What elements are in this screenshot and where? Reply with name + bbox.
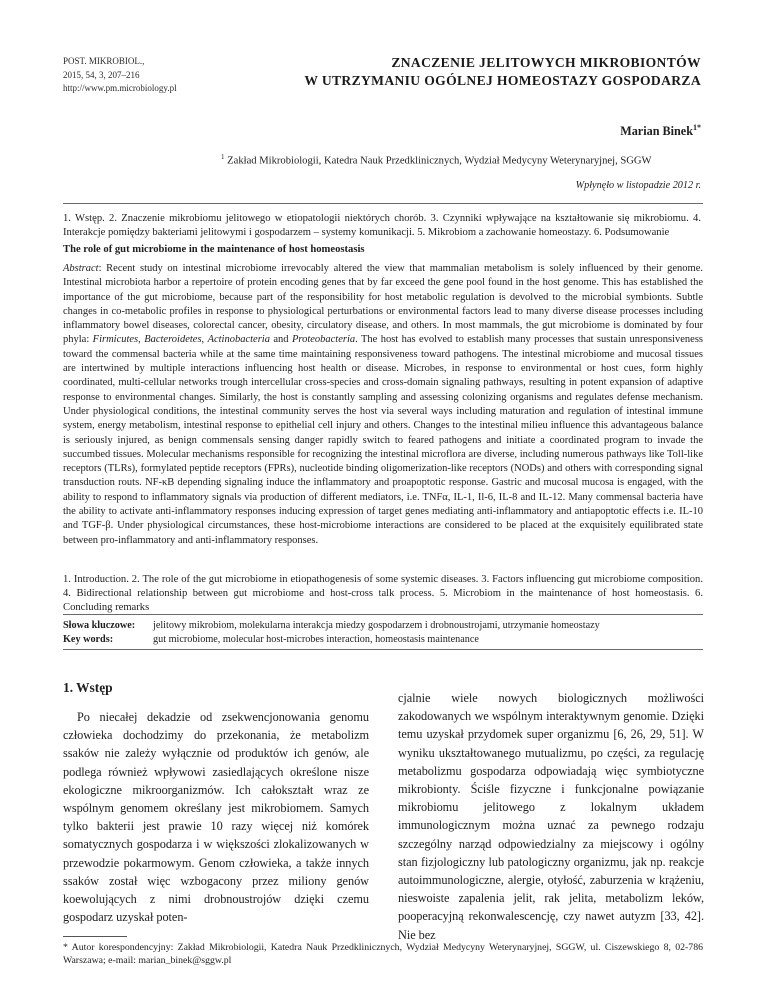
- journal-volume: 2015, 54, 3, 207–216: [63, 69, 140, 80]
- abstract: [63, 262, 703, 548]
- abstract-separator: ,: [138, 334, 145, 346]
- affiliation: [221, 153, 652, 167]
- divider-top: [63, 203, 703, 204]
- keywords-en-label: Key words:: [63, 634, 114, 645]
- abstract-separator: and: [269, 334, 292, 346]
- abstract-part-1: : Recent study on intestinal microbiome irrevocably altered the view that mammalian metabolism is solely influenced by their genome. Intestinal microbiota harbor a repertoire of protein encoding genes that by far exceed the gene pool found in the host genome. This has established the importance of the gut microbiome, because part of the responsibility for host metabolic regulation is devolved to the microbial symbionts. Subtle changes in co-metabolic profiles in response to physiological perturbations or environmental factors lead to many diverse disease processes including inflammatory bowel diseases, colorectal cancer, obesity, circulatory disease, and others. In most mammals, the gut microbiome is dominated by four phyla:: [63, 263, 703, 346]
- author-superscript: 1*: [693, 123, 701, 132]
- keywords-pl-label: Słowa kluczowe:: [63, 620, 136, 631]
- journal-citation: [63, 55, 177, 96]
- affiliation-text: Zakład Mikrobiologii, Katedra Nauk Przedklinicznych, Wydział Medycyny Weterynaryjnej, SGGW: [227, 155, 652, 167]
- phylum-1: Firmicutes: [92, 334, 139, 346]
- table-of-contents-en: 1. Introduction. 2. The role of the gut microbiome in etiopathogenesis of some systemic diseases. 3. Factors influencing gut microbiome composition. 4. Bidirectional relationship between gut microbiome and host-cross talk process. 5. Microbiom in the maintenance of host homeostasis. 6. Concluding remarks: [63, 574, 703, 613]
- body-column-left: Po niecałej dekadzie od zsekwencjonowania genomu człowieka dochodzimy do przekonania, że metabolizm ssaków nie zależy wyłącznie od produktów ich genów, ale podlega również wpływowi zasiedlających określone nisze ekologiczne mikroorganizmów. Ich całokształt wraz ze wspólnym genomem określany jest mikrobiomem. Samych tylko bakterii jest prawie 10 razy więcej niż komórek somatycznych gospodarza i w większości zlokalizowanych w przewodzie pokarmowym. Genom człowieka, a także innych ssaków został więc wzbogacony przez miliony genów koewolujących z nimi drobnoustrojów dzięki czemu gospodarz uzyskał poten-: [63, 710, 369, 925]
- received-date: Wpłynęło w listopadzie 2012 r.: [575, 180, 701, 191]
- phylum-4: Proteobacteria: [291, 334, 356, 346]
- author: [620, 123, 701, 139]
- affiliation-superscript: 1: [221, 153, 225, 161]
- journal-url[interactable]: http://www.pm.microbiology.pl: [63, 83, 177, 93]
- article-title: [231, 54, 701, 90]
- author-name: Marian Binek: [620, 124, 693, 139]
- journal-name: POST. MIKROBIOL.,: [63, 56, 145, 66]
- keywords-pl-row: [63, 619, 600, 633]
- title-line-2: W UTRZYMANIU OGÓLNEJ HOMEOSTAZY GOSPODARZA: [304, 73, 701, 88]
- table-of-contents-pl: 1. Wstęp. 2. Znaczenie mikrobiomu jelitowego w etiopatologii niektórych chorób. 3. Czynniki wpływające na kształtowanie się mikrobiomu. 4. Interakcje pomiędzy bakteriami jelitowymi i gospodarzem – systemy komunikacji. 5. Mikrobiom a zachowanie homeostazy. 6. Podsumowanie: [63, 213, 701, 238]
- english-title: The role of gut microbiome in the maintenance of host homeostasis: [63, 244, 365, 255]
- abstract-part-2: . The host has evolved to establish many processes that sustain unresponsiveness toward the commensal bacteria while at the same time maintaining responsiveness toward pathogens. The intestinal microbiome and mucosal tissues are intertwined by multiple interactions influencing host health or disease. Microbes, in response to environmental or host cues, form highly coordinated, multi-cellular networks trough intercellular cross-species and cross-domain signaling pathways, resulting in potent expansion of adaptive response to environmental changes. Similarly, the host is constantly sampling and assessing colonizing organisms and regulates defense mechanism. Under physiological conditions, the intestinal community serves the host via several ways including maturation and regulation of intestinal immune system, energy metabolism, intestinal response to epithelial cell injury and others. Changes to the intestinal milieu influence this advantageous balance is seriously injured, as benign commensals sensing danger rapidly switch to feared pathogens and initiate a coordinated program to invade the succumbed tissues. Molecular mechanisms responsible for recognizing the intestinal microflora are diverse, including numerous pathways like Toll-like receptors (TLRs), formylated peptide receptors (FPRs), nucleotide binding oligomerization-like receptors (NODs) and others with corresponding signal transduction routs. NF-κB depending signaling induce the inflammatory and proapoptotic response. Gastric and mucosal mucosa is engaged, with the ability to respond to inflammatory signals via production of different mediators, i.e. TNFα, IL-1, Il-6, IL-8 and IL-12. Many commensal bacteria have the ability to activate anti-inflammatory responses inducing expression of target genes mediating anti-inflammatory and antiapoptotic effects i.e. IL-10 and TGF-β. Under physiological circumstances, these host-microbiome interactions are considered to be placed at the exquisitely equilibrated state between pro-inflammatory and anti-inflammatory responses.: [63, 334, 703, 546]
- abstract-separator: ,: [201, 334, 208, 346]
- abstract-label: Abstract: [63, 263, 99, 274]
- phylum-2: Bacteroidetes: [144, 334, 202, 346]
- keywords-block: [63, 619, 600, 647]
- keywords-en-value: gut microbiome, molecular host-microbes interaction, homeostasis maintenance: [153, 634, 479, 645]
- footnote-rule: [63, 936, 127, 937]
- phylum-3: Actinobacteria: [207, 334, 270, 346]
- keywords-pl-value: jelitowy mikrobiom, molekularna interakcja miedzy gospodarzem i drobnoustrojami, utrzymanie homeostazy: [153, 620, 600, 631]
- keywords-en-row: [63, 633, 600, 647]
- divider-keywords-bottom: [63, 649, 703, 650]
- section-heading: 1. Wstęp: [63, 680, 113, 695]
- title-line-1: ZNACZENIE JELITOWYCH MIKROBIONTÓW: [391, 55, 701, 70]
- footnote: * Autor korespondencyjny: Zakład Mikrobiologii, Katedra Nauk Przedklinicznych, Wydział Medycyny Weterynaryjnej, SGGW, ul. Ciszewskiego 8, 02-786 Warszawa; e-mail: marian_binek@sggw.pl: [63, 942, 703, 966]
- body-column-right: cjalnie wiele nowych biologicznych możliwości zakodowanych we wspólnym interaktywnym genomie. Dzięki temu uzyskał przydomek super organizmu [6, 26, 29, 51]. W wyniku ukształtowanego mutualizmu, po części, za regulację metabolizmu gospodarza odpowiadają więc symbiotyczne mikrobionty. Ściśle fizyczne i funkcjonalne powiązanie mikrobiomu jelitowego z lokalnym układem immunologicznym można uznać za pewnego rodzaju szczególny narząd odpowiedzialny za miejscowy i ogólny stan fizjologiczny lub patologiczny organizmu, jak np. reakcje autoimmunologiczne, alergie, otyłość, zaburzenia w krążeniu, nieswoiste zapalenia jelit, rak jelita, metabolizm leków, pooperacyjną rekonwalescencję, czy nawet autyzm [33, 42]. Nie bez: [398, 691, 704, 942]
- divider-keywords-top: [63, 614, 703, 615]
